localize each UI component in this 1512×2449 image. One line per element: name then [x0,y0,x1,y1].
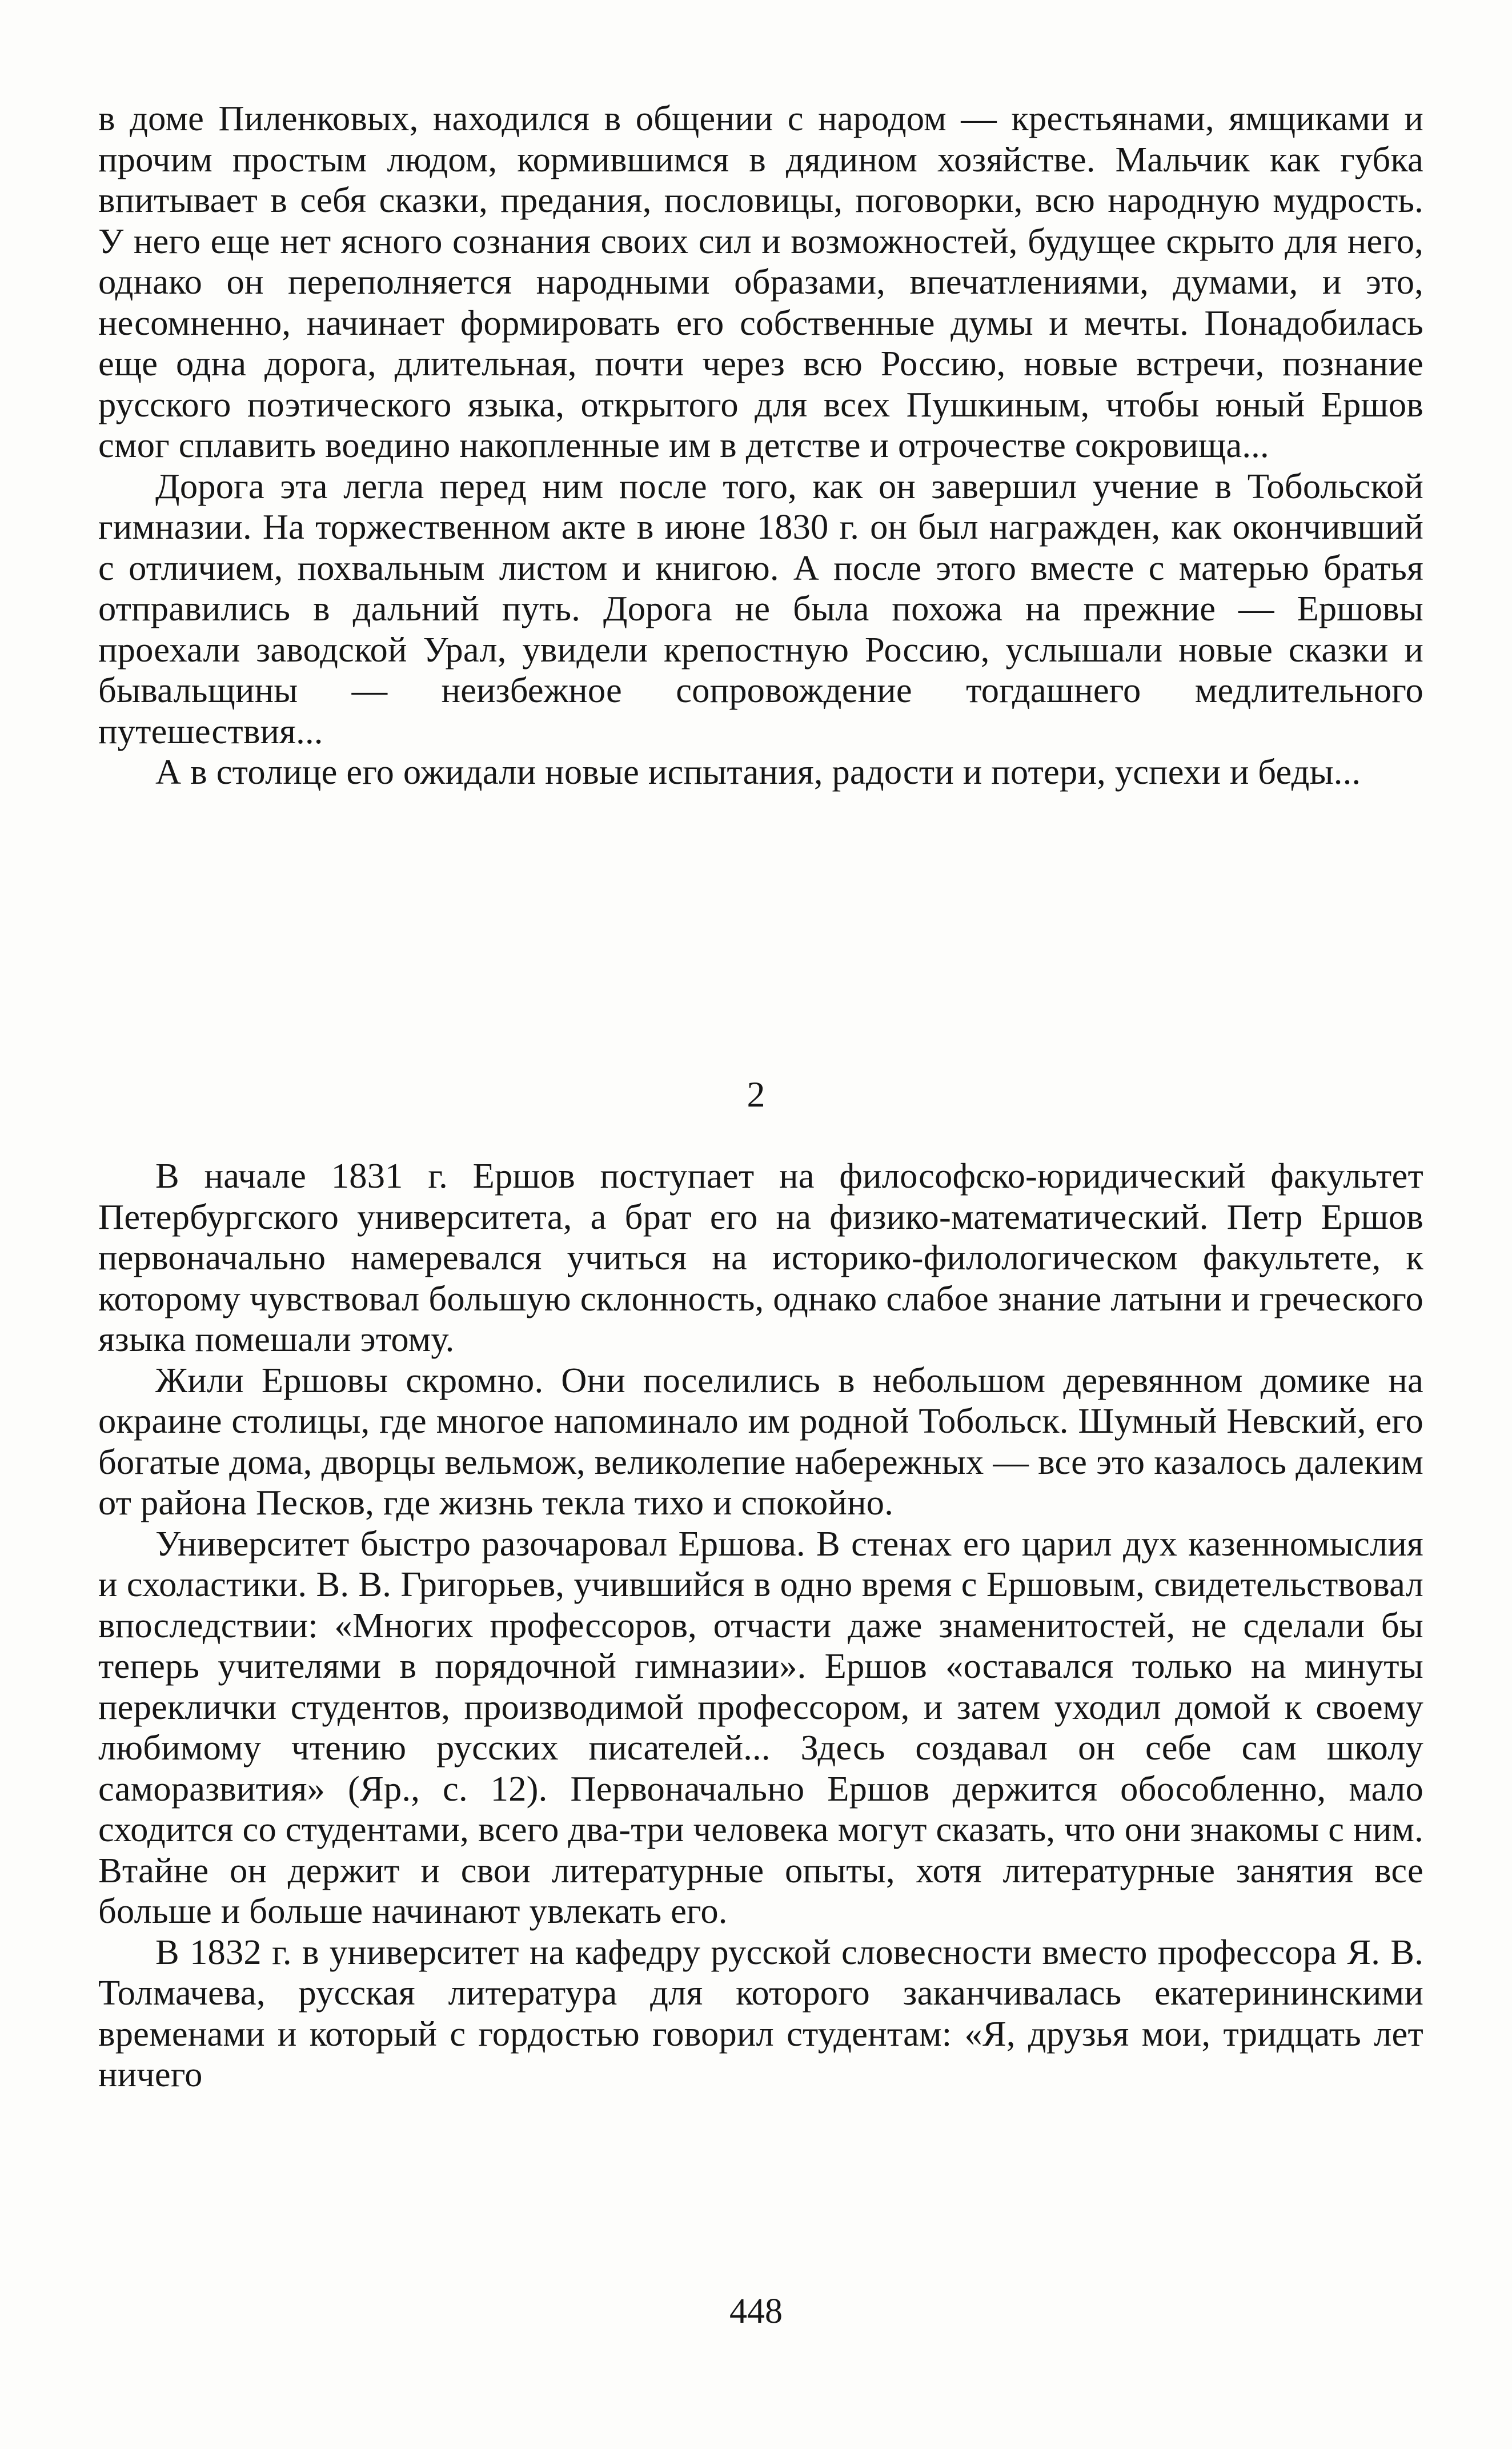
paragraph: А в столице его ожидали новые испытания, радости и потери, успехи и беды... [155,752,1361,792]
paragraph: Дорога эта легла перед ним после того, как он завершил учение в Тобольской гимназии. На торжественном акте в июне 1830 г. он был награжден, как окончивший с отличием, похвальным листом и книгою. А после этого вместе с матерью братья отправились в дальний путь. Дорога не была похожа на прежние — Ершовы проехали заводской Урал, увидели крепостную Россию, услышали новые сказки и бывальщины — неизбежное сопровождение тогдашнего медлительного путешествия... [98,466,1423,751]
paragraph: В начале 1831 г. Ершов поступает на философско-юридический факультет Петербургского университета, а брат его на физико-математический. Петр Ершов первоначально намеревался учиться на историко-филологическом факультете, к которому чувствовал большую склонность, однако слабое знание латыни и греческого языка помешали этому. [98,1156,1423,1359]
section-number: 2 [747,1074,765,1115]
page-number: 448 [729,2292,783,2331]
text-block-bottom [98,1156,1423,2095]
paragraph: Университет быстро разочаровал Ершова. В стенах его царил дух казенномыслия и схоластики. В. В. Григорьев, учившийся в одно время с Ершовым, свидетельствовал впоследствии: «Многих профессоров, отчасти даже знаменитостей, не сделали бы теперь учителями в порядочной гимназии». Ершов «оставался только на минуты переклички студентов, производимой профессором, и затем уходил домой к своему любимому чтению русских писателей... Здесь создавал он себе сам школу саморазвития» (Яр., с. 12). Первоначально Ершов держится обособленно, мало сходится со студентами, всего два-три человека могут сказать, что они знакомы с ним. Втайне он держит и свои литературные опыты, хотя литературные занятия все больше и больше начинают увлекать его. [98,1523,1423,1931]
text-block-top [98,98,1423,793]
paragraph: Жили Ершовы скромно. Они поселились в небольшом деревянном домике на окраине столицы, где многое напоминало им родной Тобольск. Шумный Невский, его богатые дома, дворцы вельмож, великолепие набережных — все это казалось далеким от района Песков, где жизнь текла тихо и спокойно. [98,1360,1423,1522]
paragraph: в доме Пиленковых, находился в общении с народом — крестьянами, ямщиками и прочим простым людом, кормившимся в дядином хозяйстве. Мальчик как губка впитывает в себя сказки, предания, пословицы, поговорки, всю народную мудрость. У него еще нет ясного сознания своих сил и возможностей, будущее скрыто для него, однако он переполняется народными образами, впечатлениями, думами, и это, несомненно, начинает формировать его собственные думы и мечты. Понадобилась еще одна дорога, длительная, почти через всю Россию, новые встречи, познание русского поэтического языка, открытого для всех Пушкиным, чтобы юный Ершов смог сплавить воедино накопленные им в детстве и отрочестве сокровища... [98,98,1423,465]
paragraph: В 1832 г. в университет на кафедру русской словесности вместо профессора Я. В. Толмачева, русская литература для которого заканчивалась екатерининскими временами и который с гордостью говорил студентам: «Я, друзья мои, тридцать лет ничего [98,1931,1423,2094]
